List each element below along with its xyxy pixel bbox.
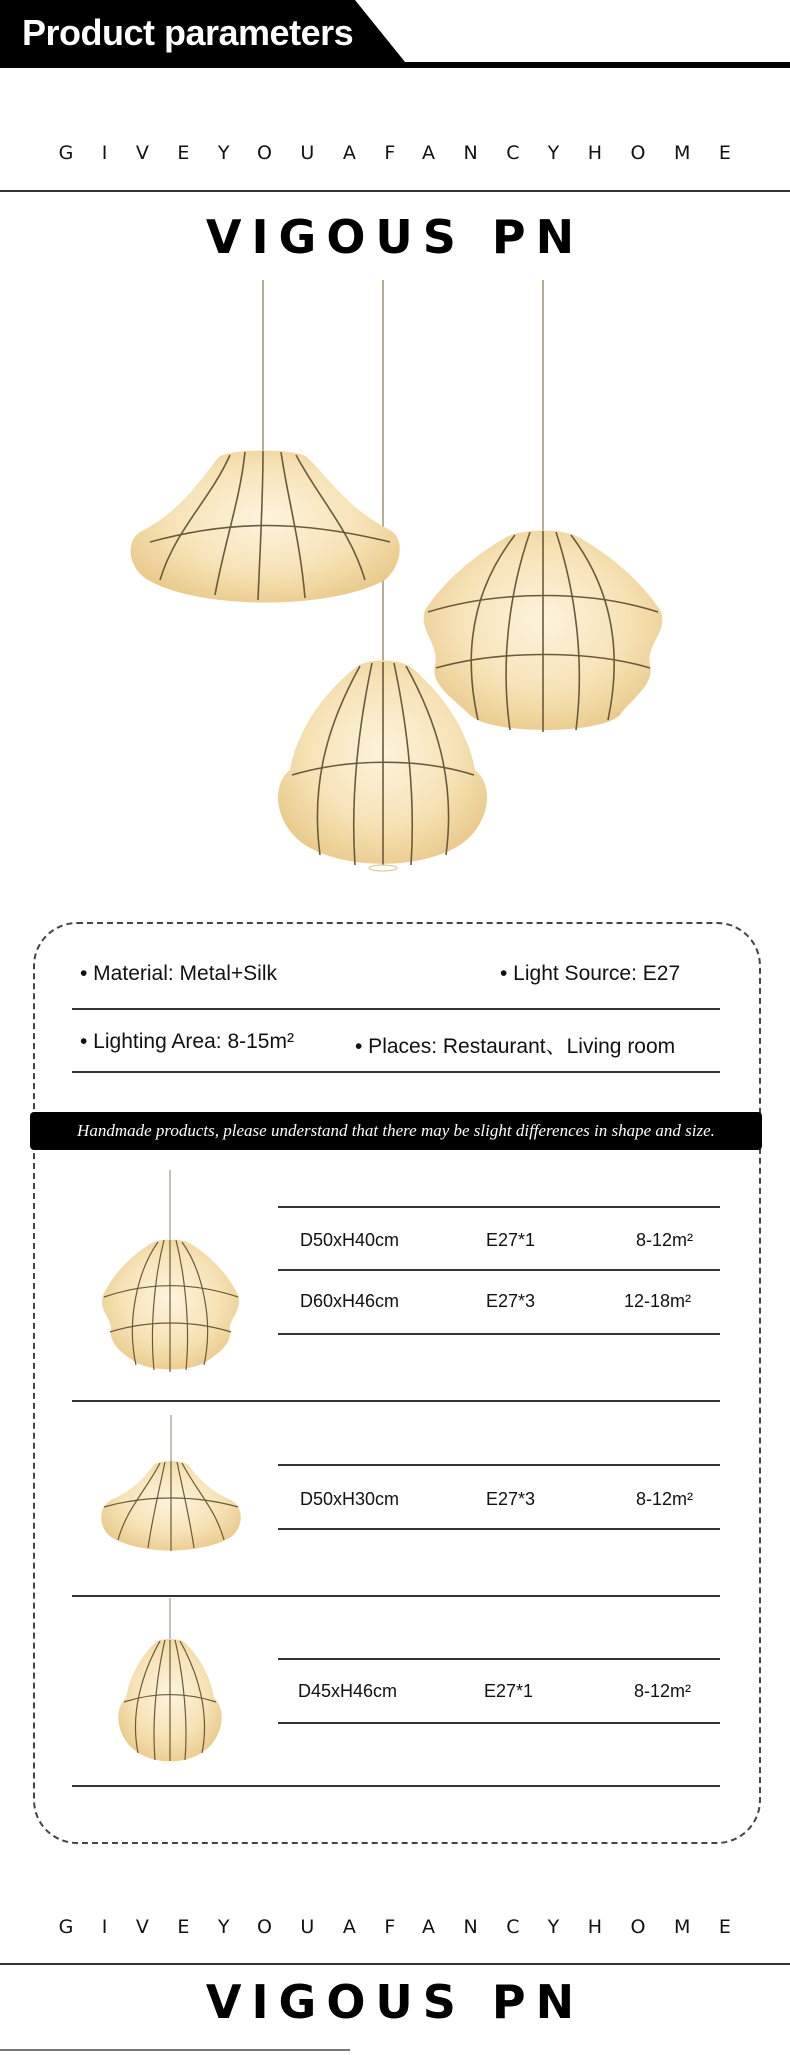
brand-name: VIGOUS PN xyxy=(205,210,585,264)
model-size: D45xH46cm xyxy=(298,1681,398,1701)
table-line xyxy=(278,1528,720,1530)
table-line xyxy=(278,1464,720,1466)
tagline: GIVEYOUAFANCYHOME xyxy=(58,142,760,164)
divider xyxy=(72,1071,720,1073)
divider xyxy=(72,1008,720,1010)
tagline-bottom: GIVEYOUAFANCYHOME xyxy=(58,1916,760,1938)
divider xyxy=(0,190,790,192)
model-area: 8-12m² xyxy=(636,1230,694,1250)
model-3-image xyxy=(100,1598,240,1773)
brand-name-bottom: VIGOUS PN xyxy=(205,1975,585,2029)
table-line xyxy=(278,1333,720,1335)
handmade-notice: Handmade products, please understand that there may be slight differences in shape and size. xyxy=(30,1112,762,1150)
model-area: 8-12m² xyxy=(636,1489,694,1509)
model-bulb: E27*1 xyxy=(484,1681,534,1701)
divider xyxy=(0,1963,790,1965)
divider xyxy=(0,2049,350,2051)
model-bulb: E27*3 xyxy=(486,1489,536,1509)
spec-lighting-area: • Lighting Area: 8-15m² xyxy=(80,1030,294,1053)
spec-material: • Material: Metal+Silk xyxy=(80,962,277,985)
model-2-image xyxy=(86,1415,256,1565)
lamp-wide-icon xyxy=(131,451,400,603)
hero-lamps-image xyxy=(0,280,790,890)
table-line xyxy=(278,1722,720,1724)
section-divider xyxy=(72,1595,720,1597)
spec-light-source: • Light Source: E27 xyxy=(500,962,681,985)
model-bulb: E27*3 xyxy=(486,1291,536,1311)
model-area: 12-18m² xyxy=(624,1291,692,1311)
table-line xyxy=(278,1206,720,1208)
model-size: D50xH30cm xyxy=(300,1489,400,1509)
model-1-image xyxy=(88,1170,253,1380)
section-divider xyxy=(72,1400,720,1402)
spec-places: • Places: Restaurant、Living room xyxy=(355,1035,676,1058)
model-area: 8-12m² xyxy=(634,1681,692,1701)
lamp-tiered-icon xyxy=(424,531,663,733)
section-divider xyxy=(72,1785,720,1787)
model-size: D50xH40cm xyxy=(300,1230,400,1250)
model-size: D60xH46cm xyxy=(300,1291,400,1311)
table-line xyxy=(278,1269,720,1271)
page-title: Product parameters xyxy=(22,12,354,53)
table-line xyxy=(278,1658,720,1660)
model-bulb: E27*1 xyxy=(486,1230,536,1250)
